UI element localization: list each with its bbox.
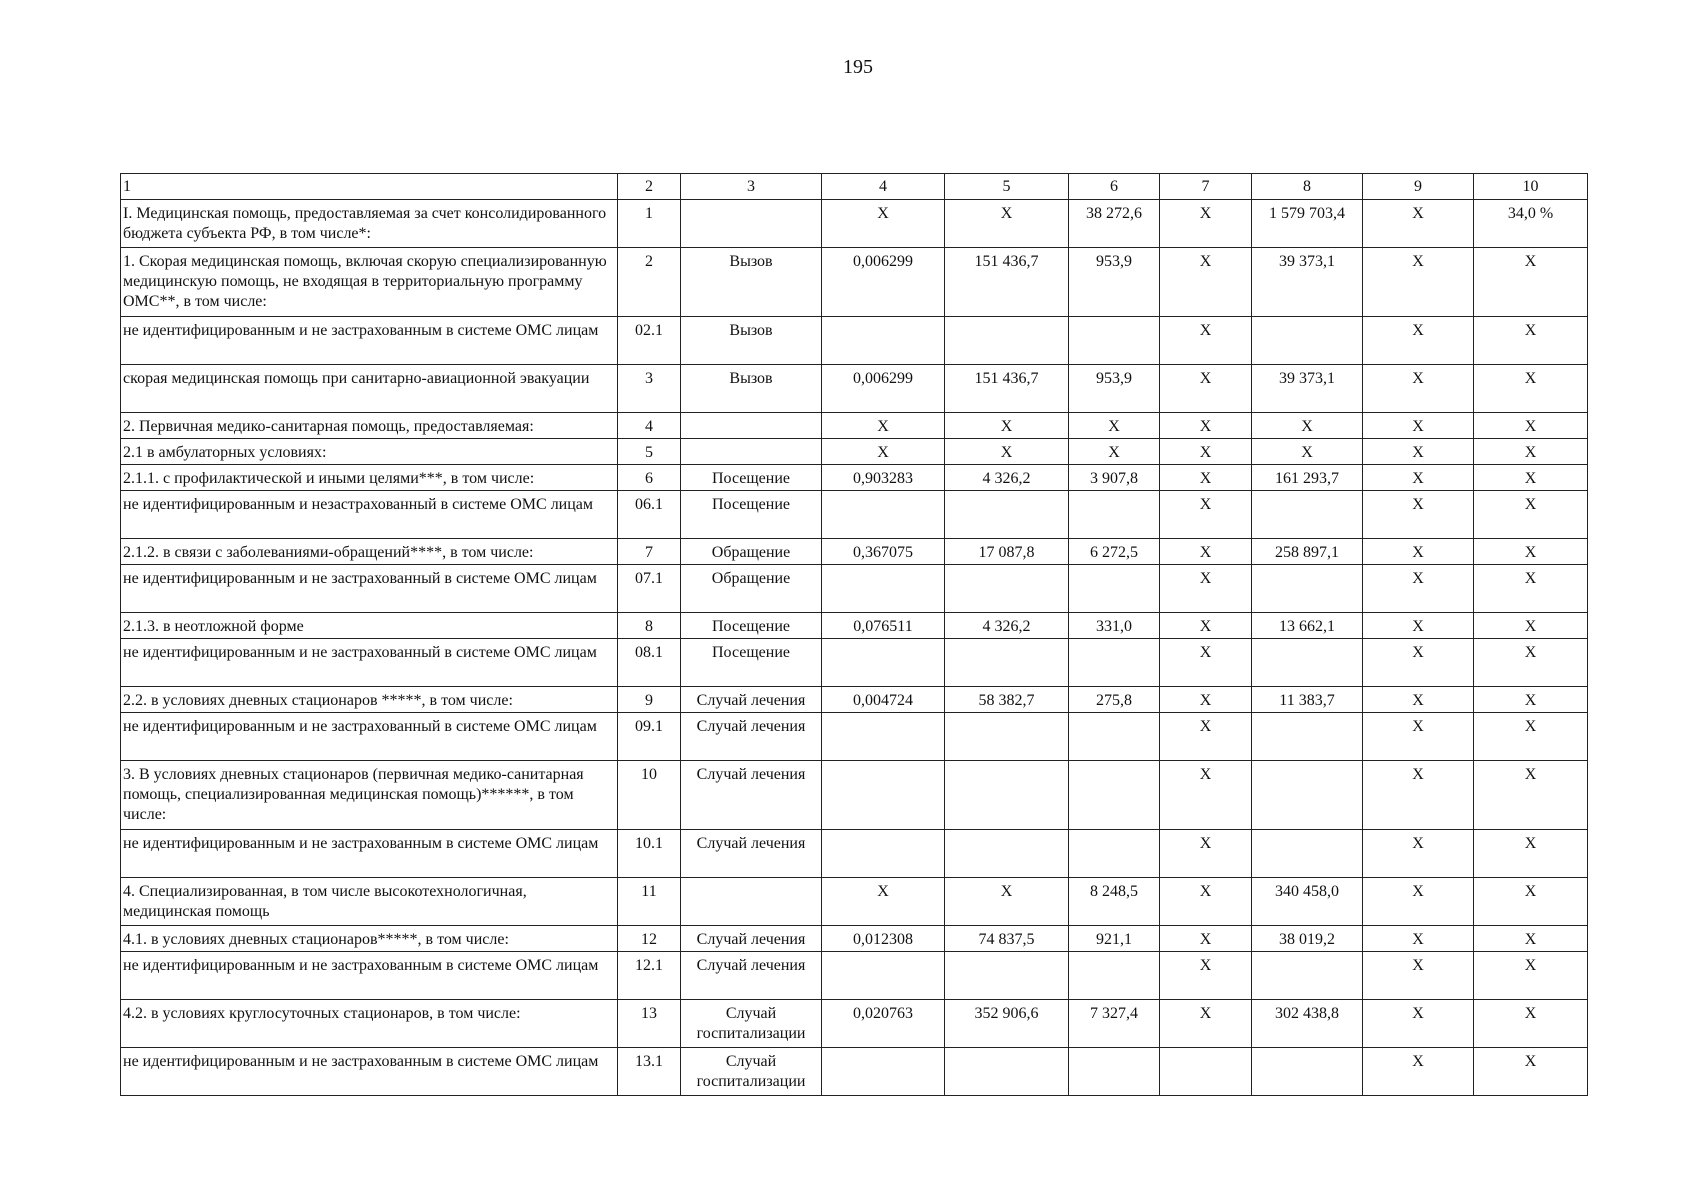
row-label: не идентифицированным и незастрахованный в системе ОМС лицам: [121, 491, 618, 539]
cell-col-10: X: [1474, 830, 1588, 878]
cell-col-3: Вызов: [681, 365, 822, 413]
cell-col-2: 02.1: [618, 317, 681, 365]
table-row: [121, 1048, 1588, 1096]
table-row: [121, 439, 1588, 465]
cell-col-10: X: [1474, 1048, 1588, 1096]
cell-col-3: Случай госпитализации: [681, 1048, 822, 1096]
cell-col-9: X: [1363, 439, 1474, 465]
cell-col-9: X: [1363, 565, 1474, 613]
cell-col-6: [1069, 491, 1160, 539]
cell-col-2: 4: [618, 413, 681, 439]
cell-col-8: 340 458,0: [1252, 878, 1363, 926]
table-row: [121, 248, 1588, 317]
cell-col-2: 2: [618, 248, 681, 317]
row-label: 4. Специализированная, в том числе высокотехнологичная, медицинская помощь: [121, 878, 618, 926]
cell-col-7: X: [1160, 465, 1252, 491]
cell-col-8: X: [1252, 439, 1363, 465]
cell-col-4: X: [822, 439, 945, 465]
cell-col-7: X: [1160, 878, 1252, 926]
cell-col-6: 921,1: [1069, 926, 1160, 952]
cell-col-9: X: [1363, 248, 1474, 317]
cell-col-10: X: [1474, 248, 1588, 317]
cell-col-10: X: [1474, 639, 1588, 687]
cell-col-3: Случай госпитализации: [681, 1000, 822, 1048]
cell-col-2: 12: [618, 926, 681, 952]
row-label: 2.1 в амбулаторных условиях:: [121, 439, 618, 465]
cell-col-8: 38 019,2: [1252, 926, 1363, 952]
row-label: не идентифицированным и не застрахованным в системе ОМС лицам: [121, 317, 618, 365]
cell-col-2: 12.1: [618, 952, 681, 1000]
cell-col-8: [1252, 491, 1363, 539]
cell-col-8: 1 579 703,4: [1252, 200, 1363, 248]
cell-col-7: X: [1160, 539, 1252, 565]
cell-col-9: X: [1363, 926, 1474, 952]
column-header-6: 6: [1069, 174, 1160, 200]
cell-col-9: X: [1363, 365, 1474, 413]
cell-col-3: [681, 200, 822, 248]
cell-col-5: X: [945, 200, 1069, 248]
cell-col-8: [1252, 317, 1363, 365]
cell-col-6: [1069, 761, 1160, 830]
cell-col-7: X: [1160, 200, 1252, 248]
cell-col-3: Обращение: [681, 539, 822, 565]
row-label: 3. В условиях дневных стационаров (первичная медико-санитарная помощь, специализированная медицинская помощь)******, в том числе:: [121, 761, 618, 830]
cell-col-6: X: [1069, 439, 1160, 465]
cell-col-8: [1252, 1048, 1363, 1096]
cell-col-10: X: [1474, 317, 1588, 365]
table-row: [121, 639, 1588, 687]
cell-col-7: X: [1160, 491, 1252, 539]
row-label: не идентифицированным и не застрахованным в системе ОМС лицам: [121, 952, 618, 1000]
cell-col-5: 4 326,2: [945, 613, 1069, 639]
cell-col-9: X: [1363, 465, 1474, 491]
cell-col-5: X: [945, 413, 1069, 439]
cell-col-10: X: [1474, 1000, 1588, 1048]
cell-col-6: [1069, 639, 1160, 687]
table-row: [121, 565, 1588, 613]
cell-col-3: Вызов: [681, 248, 822, 317]
row-label: не идентифицированным и не застрахованным в системе ОМС лицам: [121, 830, 618, 878]
cell-col-2: 10: [618, 761, 681, 830]
cell-col-10: X: [1474, 439, 1588, 465]
cell-col-6: [1069, 830, 1160, 878]
financing-table: [120, 173, 1588, 1096]
cell-col-6: 331,0: [1069, 613, 1160, 639]
cell-col-3: Посещение: [681, 491, 822, 539]
column-header-2: 2: [618, 174, 681, 200]
cell-col-7: X: [1160, 565, 1252, 613]
row-label: 2.1.1. с профилактической и иными целями***, в том числе:: [121, 465, 618, 491]
cell-col-3: Случай лечения: [681, 952, 822, 1000]
cell-col-7: X: [1160, 613, 1252, 639]
cell-col-2: 11: [618, 878, 681, 926]
cell-col-4: [822, 1048, 945, 1096]
cell-col-9: X: [1363, 713, 1474, 761]
cell-col-6: X: [1069, 413, 1160, 439]
cell-col-8: [1252, 761, 1363, 830]
row-label: не идентифицированным и не застрахованный в системе ОМС лицам: [121, 713, 618, 761]
row-label: 2.2. в условиях дневных стационаров *****, в том числе:: [121, 687, 618, 713]
cell-col-9: X: [1363, 200, 1474, 248]
cell-col-5: [945, 1048, 1069, 1096]
cell-col-3: Случай лечения: [681, 713, 822, 761]
cell-col-8: 161 293,7: [1252, 465, 1363, 491]
column-header-5: 5: [945, 174, 1069, 200]
cell-col-4: 0,076511: [822, 613, 945, 639]
cell-col-5: [945, 565, 1069, 613]
table-row: [121, 539, 1588, 565]
cell-col-3: Обращение: [681, 565, 822, 613]
cell-col-5: [945, 639, 1069, 687]
table-row: [121, 687, 1588, 713]
column-header-8: 8: [1252, 174, 1363, 200]
cell-col-4: [822, 317, 945, 365]
cell-col-5: 58 382,7: [945, 687, 1069, 713]
cell-col-4: [822, 713, 945, 761]
cell-col-9: X: [1363, 413, 1474, 439]
table-row: [121, 317, 1588, 365]
cell-col-8: X: [1252, 413, 1363, 439]
cell-col-8: 13 662,1: [1252, 613, 1363, 639]
cell-col-9: X: [1363, 491, 1474, 539]
row-label: скорая медицинская помощь при санитарно-авиационной эвакуации: [121, 365, 618, 413]
cell-col-6: 7 327,4: [1069, 1000, 1160, 1048]
cell-col-4: [822, 491, 945, 539]
cell-col-5: [945, 830, 1069, 878]
cell-col-2: 9: [618, 687, 681, 713]
cell-col-10: X: [1474, 491, 1588, 539]
row-label: не идентифицированным и не застрахованный в системе ОМС лицам: [121, 565, 618, 613]
cell-col-4: [822, 761, 945, 830]
cell-col-7: X: [1160, 687, 1252, 713]
column-header-3: 3: [681, 174, 822, 200]
cell-col-8: 302 438,8: [1252, 1000, 1363, 1048]
row-label: 1. Скорая медицинская помощь, включая скорую специализированную медицинскую помощь, не входящая в территориальную программу ОМС**, в том числе:: [121, 248, 618, 317]
row-label: 2.1.2. в связи с заболеваниями-обращений****, в том числе:: [121, 539, 618, 565]
cell-col-6: 6 272,5: [1069, 539, 1160, 565]
cell-col-3: Посещение: [681, 613, 822, 639]
table-row: [121, 613, 1588, 639]
cell-col-9: X: [1363, 639, 1474, 687]
table-row: [121, 878, 1588, 926]
cell-col-6: [1069, 713, 1160, 761]
cell-col-9: X: [1363, 1048, 1474, 1096]
cell-col-9: X: [1363, 613, 1474, 639]
cell-col-7: X: [1160, 365, 1252, 413]
cell-col-6: 8 248,5: [1069, 878, 1160, 926]
cell-col-3: Посещение: [681, 465, 822, 491]
cell-col-2: 7: [618, 539, 681, 565]
cell-col-8: [1252, 565, 1363, 613]
table-row: [121, 365, 1588, 413]
cell-col-10: X: [1474, 952, 1588, 1000]
cell-col-4: 0,006299: [822, 365, 945, 413]
cell-col-2: 8: [618, 613, 681, 639]
cell-col-6: 275,8: [1069, 687, 1160, 713]
column-header-9: 9: [1363, 174, 1474, 200]
row-label: 4.2. в условиях круглосуточных стационаров, в том числе:: [121, 1000, 618, 1048]
row-label: не идентифицированным и не застрахованным в системе ОМС лицам: [121, 1048, 618, 1096]
table-row: [121, 465, 1588, 491]
cell-col-10: X: [1474, 565, 1588, 613]
cell-col-9: X: [1363, 317, 1474, 365]
cell-col-4: 0,903283: [822, 465, 945, 491]
cell-col-2: 1: [618, 200, 681, 248]
cell-col-5: 352 906,6: [945, 1000, 1069, 1048]
cell-col-4: X: [822, 200, 945, 248]
cell-col-7: [1160, 1048, 1252, 1096]
cell-col-3: Вызов: [681, 317, 822, 365]
cell-col-7: X: [1160, 713, 1252, 761]
cell-col-9: X: [1363, 1000, 1474, 1048]
cell-col-4: [822, 952, 945, 1000]
cell-col-10: X: [1474, 926, 1588, 952]
cell-col-7: X: [1160, 761, 1252, 830]
cell-col-4: X: [822, 413, 945, 439]
cell-col-5: X: [945, 878, 1069, 926]
cell-col-7: X: [1160, 413, 1252, 439]
cell-col-2: 13: [618, 1000, 681, 1048]
cell-col-10: X: [1474, 687, 1588, 713]
cell-col-5: 151 436,7: [945, 365, 1069, 413]
cell-col-6: 953,9: [1069, 248, 1160, 317]
cell-col-4: 0,006299: [822, 248, 945, 317]
cell-col-6: [1069, 565, 1160, 613]
cell-col-5: 17 087,8: [945, 539, 1069, 565]
cell-col-8: 258 897,1: [1252, 539, 1363, 565]
cell-col-8: [1252, 639, 1363, 687]
cell-col-9: X: [1363, 761, 1474, 830]
cell-col-2: 3: [618, 365, 681, 413]
cell-col-9: X: [1363, 830, 1474, 878]
header-row: [121, 174, 1588, 200]
cell-col-8: 39 373,1: [1252, 365, 1363, 413]
table-row: [121, 713, 1588, 761]
cell-col-2: 06.1: [618, 491, 681, 539]
cell-col-10: X: [1474, 761, 1588, 830]
cell-col-7: X: [1160, 439, 1252, 465]
cell-col-7: X: [1160, 317, 1252, 365]
row-label: 4.1. в условиях дневных стационаров*****, в том числе:: [121, 926, 618, 952]
cell-col-7: X: [1160, 952, 1252, 1000]
cell-col-10: X: [1474, 713, 1588, 761]
cell-col-5: [945, 952, 1069, 1000]
cell-col-10: 34,0 %: [1474, 200, 1588, 248]
cell-col-6: 953,9: [1069, 365, 1160, 413]
cell-col-9: X: [1363, 878, 1474, 926]
cell-col-6: 3 907,8: [1069, 465, 1160, 491]
cell-col-2: 6: [618, 465, 681, 491]
cell-col-5: X: [945, 439, 1069, 465]
cell-col-5: 74 837,5: [945, 926, 1069, 952]
table-row: [121, 1000, 1588, 1048]
cell-col-2: 07.1: [618, 565, 681, 613]
table-row: [121, 952, 1588, 1000]
cell-col-10: X: [1474, 878, 1588, 926]
cell-col-3: [681, 439, 822, 465]
column-header-4: 4: [822, 174, 945, 200]
cell-col-7: X: [1160, 248, 1252, 317]
cell-col-4: 0,020763: [822, 1000, 945, 1048]
cell-col-10: X: [1474, 613, 1588, 639]
cell-col-10: X: [1474, 539, 1588, 565]
cell-col-5: [945, 491, 1069, 539]
table-row: [121, 413, 1588, 439]
row-label: 2.1.3. в неотложной форме: [121, 613, 618, 639]
column-header-10: 10: [1474, 174, 1588, 200]
cell-col-3: Посещение: [681, 639, 822, 687]
page-number: 195: [843, 56, 873, 78]
row-label: 2. Первичная медико-санитарная помощь, предоставляемая:: [121, 413, 618, 439]
cell-col-4: [822, 565, 945, 613]
table-row: [121, 200, 1588, 248]
cell-col-6: 38 272,6: [1069, 200, 1160, 248]
cell-col-9: X: [1363, 687, 1474, 713]
cell-col-9: X: [1363, 952, 1474, 1000]
cell-col-8: 39 373,1: [1252, 248, 1363, 317]
cell-col-4: [822, 639, 945, 687]
cell-col-3: Случай лечения: [681, 926, 822, 952]
cell-col-3: [681, 413, 822, 439]
row-label: I. Медицинская помощь, предоставляемая за счет консолидированного бюджета субъекта РФ, в том числе*:: [121, 200, 618, 248]
cell-col-6: [1069, 317, 1160, 365]
cell-col-4: 0,012308: [822, 926, 945, 952]
cell-col-9: X: [1363, 539, 1474, 565]
cell-col-3: [681, 878, 822, 926]
row-label: не идентифицированным и не застрахованный в системе ОМС лицам: [121, 639, 618, 687]
cell-col-2: 13.1: [618, 1048, 681, 1096]
cell-col-4: 0,004724: [822, 687, 945, 713]
cell-col-4: 0,367075: [822, 539, 945, 565]
cell-col-10: X: [1474, 413, 1588, 439]
cell-col-8: [1252, 713, 1363, 761]
cell-col-3: Случай лечения: [681, 761, 822, 830]
table-row: [121, 491, 1588, 539]
cell-col-2: 10.1: [618, 830, 681, 878]
cell-col-2: 08.1: [618, 639, 681, 687]
cell-col-5: [945, 713, 1069, 761]
cell-col-2: 09.1: [618, 713, 681, 761]
cell-col-6: [1069, 952, 1160, 1000]
cell-col-8: 11 383,7: [1252, 687, 1363, 713]
table-row: [121, 830, 1588, 878]
cell-col-4: X: [822, 878, 945, 926]
cell-col-10: X: [1474, 365, 1588, 413]
cell-col-8: [1252, 952, 1363, 1000]
cell-col-2: 5: [618, 439, 681, 465]
column-header-1: 1: [121, 174, 618, 200]
table-row: [121, 926, 1588, 952]
cell-col-5: [945, 761, 1069, 830]
cell-col-8: [1252, 830, 1363, 878]
cell-col-5: 151 436,7: [945, 248, 1069, 317]
column-header-7: 7: [1160, 174, 1252, 200]
cell-col-3: Случай лечения: [681, 687, 822, 713]
cell-col-5: [945, 317, 1069, 365]
cell-col-7: X: [1160, 1000, 1252, 1048]
cell-col-3: Случай лечения: [681, 830, 822, 878]
cell-col-10: X: [1474, 465, 1588, 491]
cell-col-5: 4 326,2: [945, 465, 1069, 491]
cell-col-7: X: [1160, 830, 1252, 878]
table-row: [121, 761, 1588, 830]
cell-col-7: X: [1160, 639, 1252, 687]
cell-col-7: X: [1160, 926, 1252, 952]
cell-col-6: [1069, 1048, 1160, 1096]
cell-col-4: [822, 830, 945, 878]
